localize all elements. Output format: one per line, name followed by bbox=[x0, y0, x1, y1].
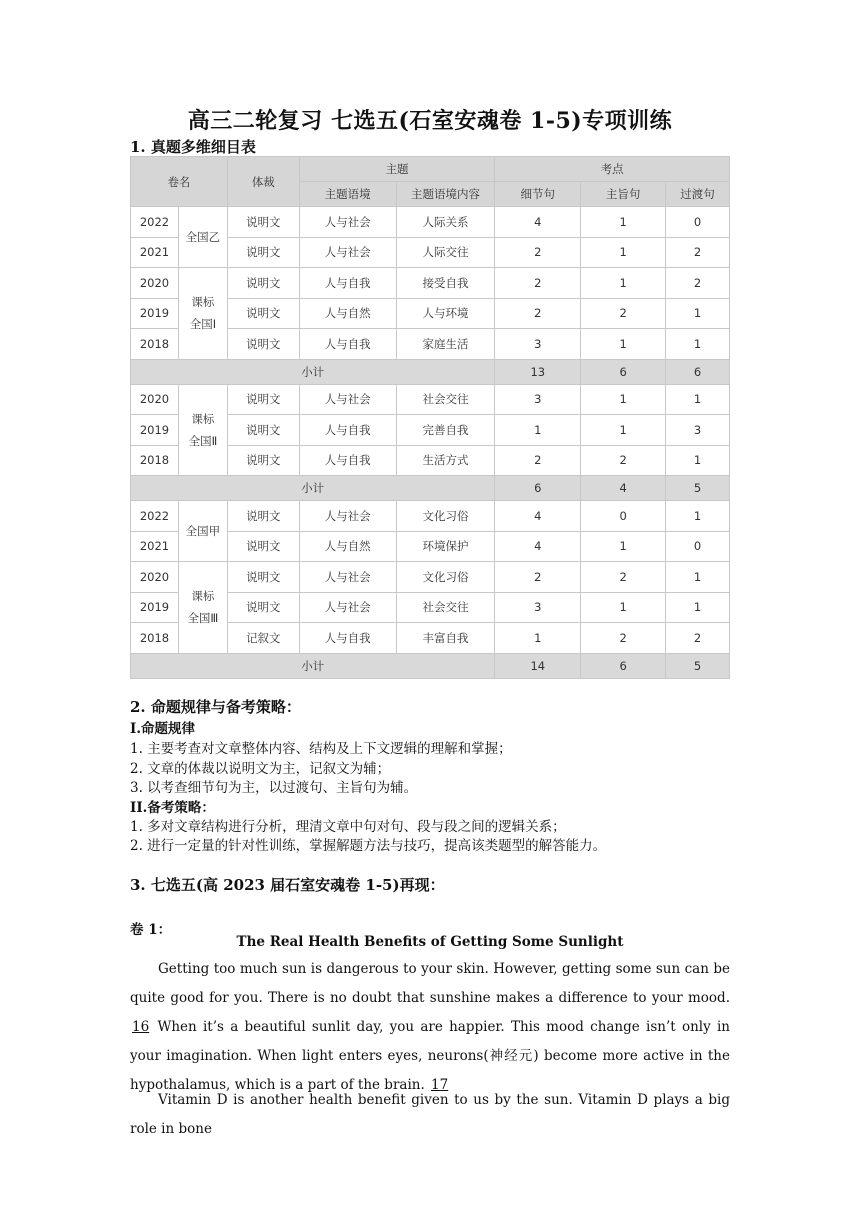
cell-genre: 说明文 bbox=[227, 445, 299, 476]
article-title: The Real Health Benefits of Getting Some Sunlight bbox=[236, 934, 624, 950]
cell-genre: 说明文 bbox=[227, 384, 299, 415]
cell-context: 人与自然 bbox=[299, 298, 396, 329]
cell-context: 人与社会 bbox=[299, 562, 396, 593]
cell-content: 丰富自我 bbox=[396, 623, 495, 654]
cell-detail: 1 bbox=[495, 623, 581, 654]
cell-context: 人与自我 bbox=[299, 268, 396, 299]
cell-trans: 1 bbox=[666, 298, 730, 329]
header-theme-group: 主题 bbox=[299, 157, 495, 182]
strategy-item: 2. 进行一定量的针对性训练，掌握解题方法与技巧，提高该类题型的解答能力。 bbox=[130, 838, 607, 854]
cell-content: 环境保护 bbox=[396, 531, 495, 562]
subtotal-row bbox=[131, 476, 730, 501]
cell-year: 2019 bbox=[131, 298, 179, 329]
subtotal-trans: 5 bbox=[666, 476, 730, 501]
cell-context: 人与社会 bbox=[299, 207, 396, 238]
rule-item: 3. 以考查细节句为主，以过渡句、主旨句为辅。 bbox=[130, 780, 418, 796]
cell-detail: 2 bbox=[495, 237, 581, 268]
cell-context: 人与自然 bbox=[299, 531, 396, 562]
cell-context: 人与社会 bbox=[299, 501, 396, 532]
cell-year: 2020 bbox=[131, 562, 179, 593]
cell-context: 人与自我 bbox=[299, 415, 396, 446]
table-row bbox=[131, 384, 730, 415]
rule-item: 1. 主要考查对文章整体内容、结构及上下文逻辑的理解和掌握； bbox=[130, 741, 512, 757]
blank-17[interactable]: 17 bbox=[431, 1077, 449, 1093]
cell-genre: 说明文 bbox=[227, 501, 299, 532]
article-paragraph-2: Vitamin D is another health benefit given to us by the sun. Vitamin D plays a big role in bone bbox=[130, 1092, 730, 1137]
cell-content: 人际关系 bbox=[396, 207, 495, 238]
cell-genre: 说明文 bbox=[227, 329, 299, 360]
cell-year: 2020 bbox=[131, 384, 179, 415]
header-theme-context: 主题语境 bbox=[299, 182, 396, 207]
cell-main: 1 bbox=[581, 329, 666, 360]
cell-genre: 说明文 bbox=[227, 531, 299, 562]
paragraph-text: When it’s a beautiful sunlit day, you are happier. This mood change isn’t only in your imagination. When light enters eyes, neurons(神经元) become more active in the hypothalamus, which is a part of the brain. bbox=[130, 1019, 730, 1093]
cell-main: 2 bbox=[581, 445, 666, 476]
cell-paper: 课标 全国Ⅰ bbox=[178, 268, 227, 360]
cell-main: 1 bbox=[581, 531, 666, 562]
subtotal-label: 小计 bbox=[131, 359, 495, 384]
cell-main: 1 bbox=[581, 207, 666, 238]
cell-context: 人与社会 bbox=[299, 592, 396, 623]
cell-detail: 2 bbox=[495, 268, 581, 299]
cell-trans: 1 bbox=[666, 501, 730, 532]
cell-genre: 说明文 bbox=[227, 298, 299, 329]
page-title: 高三二轮复习 七选五(石室安魂卷 1-5)专项训练 bbox=[187, 108, 673, 134]
exam-breakdown-table bbox=[130, 156, 730, 679]
cell-detail: 2 bbox=[495, 445, 581, 476]
subtotal-row bbox=[131, 653, 730, 678]
cell-year: 2019 bbox=[131, 415, 179, 446]
article-paragraph-1 bbox=[130, 955, 730, 1100]
cell-context: 人与社会 bbox=[299, 384, 396, 415]
cell-genre: 说明文 bbox=[227, 592, 299, 623]
header-paper-name: 卷名 bbox=[131, 157, 228, 207]
cell-detail: 2 bbox=[495, 298, 581, 329]
cell-context: 人与自我 bbox=[299, 445, 396, 476]
subtotal-detail: 14 bbox=[495, 653, 581, 678]
cell-year: 2022 bbox=[131, 207, 179, 238]
subtotal-main: 6 bbox=[581, 653, 666, 678]
cell-content: 人与环境 bbox=[396, 298, 495, 329]
cell-paper: 全国甲 bbox=[178, 501, 227, 562]
cell-year: 2022 bbox=[131, 501, 179, 532]
cell-context: 人与自我 bbox=[299, 623, 396, 654]
strategy-item: 1. 多对文章结构进行分析，理清文章中句对句、段与段之间的逻辑关系； bbox=[130, 819, 566, 835]
cell-detail: 4 bbox=[495, 501, 581, 532]
cell-trans: 3 bbox=[666, 415, 730, 446]
section-1-heading: 1. 真题多维细目表 bbox=[130, 138, 256, 156]
cell-trans: 1 bbox=[666, 592, 730, 623]
cell-paper: 课标 全国Ⅲ bbox=[178, 562, 227, 654]
cell-genre: 说明文 bbox=[227, 415, 299, 446]
cell-content: 文化习俗 bbox=[396, 501, 495, 532]
subtotal-row bbox=[131, 359, 730, 384]
subtotal-label: 小计 bbox=[131, 476, 495, 501]
header-detail: 细节句 bbox=[495, 182, 581, 207]
cell-detail: 3 bbox=[495, 384, 581, 415]
table-row bbox=[131, 562, 730, 593]
rule-item: 2. 文章的体裁以说明文为主，记叙文为辅； bbox=[130, 761, 391, 777]
cell-trans: 2 bbox=[666, 623, 730, 654]
cell-main: 0 bbox=[581, 501, 666, 532]
cell-trans: 0 bbox=[666, 207, 730, 238]
strategy-heading: II.备考策略： bbox=[130, 800, 215, 816]
section-3-heading: 3. 七选五(高 2023 届石室安魂卷 1-5)再现： bbox=[130, 876, 445, 894]
cell-main: 2 bbox=[581, 298, 666, 329]
cell-main: 1 bbox=[581, 268, 666, 299]
subtotal-main: 4 bbox=[581, 476, 666, 501]
cell-year: 2019 bbox=[131, 592, 179, 623]
header-main-idea: 主旨句 bbox=[581, 182, 666, 207]
cell-trans: 0 bbox=[666, 531, 730, 562]
cell-trans: 1 bbox=[666, 384, 730, 415]
cell-paper: 全国乙 bbox=[178, 207, 227, 268]
cell-main: 1 bbox=[581, 237, 666, 268]
cell-trans: 2 bbox=[666, 268, 730, 299]
table-row bbox=[131, 207, 730, 238]
cell-main: 1 bbox=[581, 384, 666, 415]
cell-detail: 3 bbox=[495, 592, 581, 623]
cell-content: 接受自我 bbox=[396, 268, 495, 299]
subtotal-trans: 6 bbox=[666, 359, 730, 384]
cell-context: 人与自我 bbox=[299, 329, 396, 360]
cell-detail: 2 bbox=[495, 562, 581, 593]
cell-trans: 1 bbox=[666, 445, 730, 476]
cell-genre: 说明文 bbox=[227, 207, 299, 238]
cell-content: 生活方式 bbox=[396, 445, 495, 476]
header-theme-content: 主题语境内容 bbox=[396, 182, 495, 207]
article-label: 卷 1： bbox=[130, 922, 172, 938]
cell-year: 2018 bbox=[131, 329, 179, 360]
cell-detail: 1 bbox=[495, 415, 581, 446]
cell-genre: 说明文 bbox=[227, 562, 299, 593]
cell-year: 2018 bbox=[131, 623, 179, 654]
cell-year: 2018 bbox=[131, 445, 179, 476]
cell-genre: 说明文 bbox=[227, 268, 299, 299]
cell-paper: 课标 全国Ⅱ bbox=[178, 384, 227, 476]
cell-detail: 3 bbox=[495, 329, 581, 360]
header-points-group: 考点 bbox=[495, 157, 730, 182]
cell-main: 2 bbox=[581, 623, 666, 654]
rules-heading: I.命题规律 bbox=[130, 721, 196, 737]
subtotal-label: 小计 bbox=[131, 653, 495, 678]
paragraph-text: Getting too much sun is dangerous to your skin. However, getting some sun can be quite good for you. There is no doubt that sunshine makes a difference to your mood. bbox=[130, 961, 730, 1006]
table-row bbox=[131, 268, 730, 299]
cell-year: 2020 bbox=[131, 268, 179, 299]
cell-trans: 2 bbox=[666, 237, 730, 268]
cell-detail: 4 bbox=[495, 531, 581, 562]
subtotal-detail: 13 bbox=[495, 359, 581, 384]
cell-content: 完善自我 bbox=[396, 415, 495, 446]
cell-content: 社会交往 bbox=[396, 592, 495, 623]
subtotal-detail: 6 bbox=[495, 476, 581, 501]
cell-year: 2021 bbox=[131, 237, 179, 268]
subtotal-main: 6 bbox=[581, 359, 666, 384]
cell-year: 2021 bbox=[131, 531, 179, 562]
cell-content: 家庭生活 bbox=[396, 329, 495, 360]
cell-content: 人际交往 bbox=[396, 237, 495, 268]
cell-main: 2 bbox=[581, 562, 666, 593]
cell-content: 文化习俗 bbox=[396, 562, 495, 593]
header-genre: 体裁 bbox=[227, 157, 299, 207]
header-transition: 过渡句 bbox=[666, 182, 730, 207]
cell-trans: 1 bbox=[666, 329, 730, 360]
cell-genre: 说明文 bbox=[227, 237, 299, 268]
cell-detail: 4 bbox=[495, 207, 581, 238]
subtotal-trans: 5 bbox=[666, 653, 730, 678]
cell-trans: 1 bbox=[666, 562, 730, 593]
cell-genre: 记叙文 bbox=[227, 623, 299, 654]
table-row bbox=[131, 501, 730, 532]
cell-main: 1 bbox=[581, 592, 666, 623]
cell-context: 人与社会 bbox=[299, 237, 396, 268]
cell-content: 社会交往 bbox=[396, 384, 495, 415]
blank-16[interactable]: 16 bbox=[132, 1019, 150, 1035]
cell-main: 1 bbox=[581, 415, 666, 446]
section-2-heading: 2. 命题规律与备考策略： bbox=[130, 698, 301, 716]
